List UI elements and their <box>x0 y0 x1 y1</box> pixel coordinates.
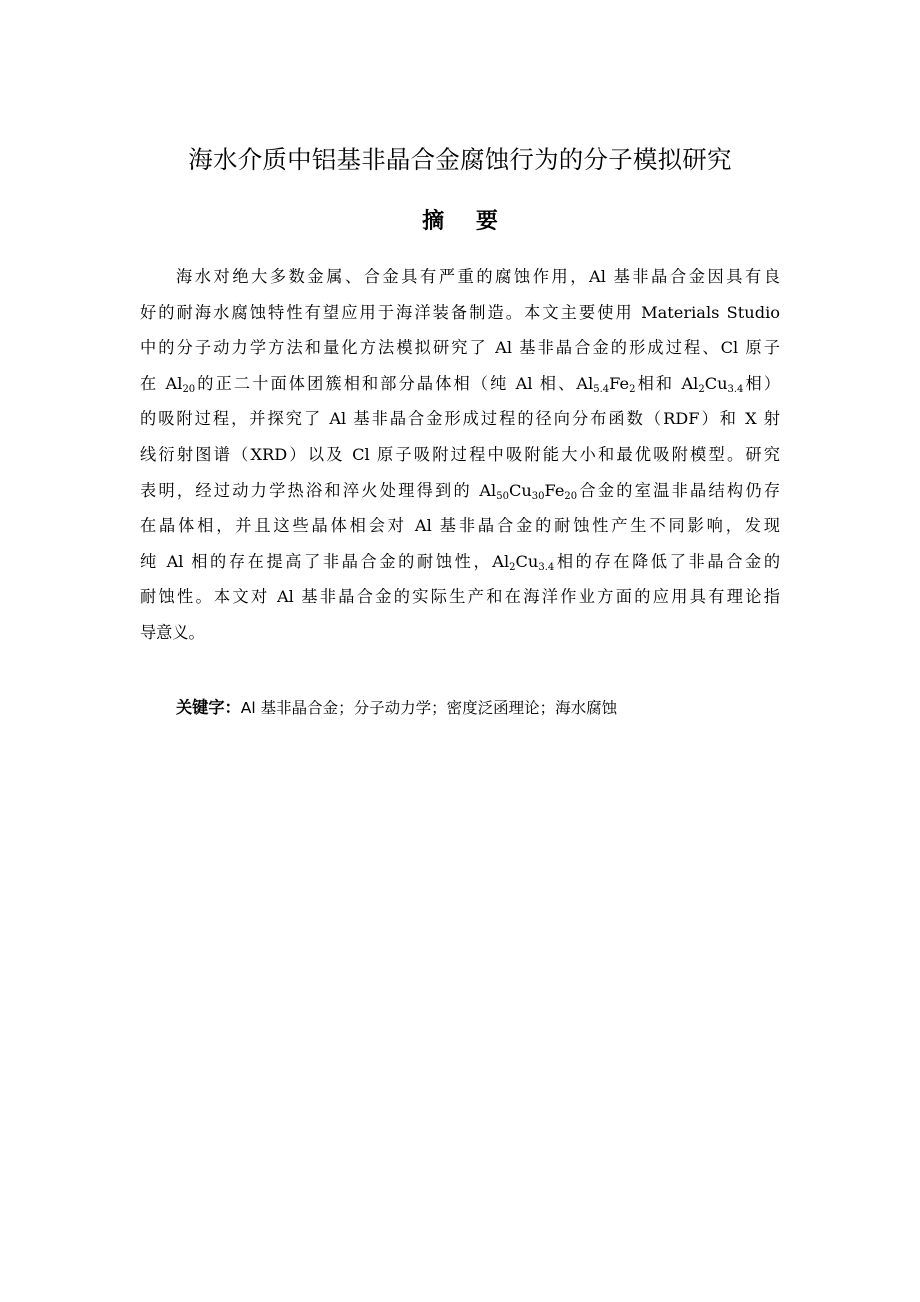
abstract-line: 海水对绝大多数金属、合金具有严重的腐蚀作用，Al 基非晶合金因具有良 <box>176 267 780 286</box>
keywords-label: 关键字： <box>176 698 241 717</box>
abstract-line: 表明，经过动力学热浴和淬火处理得到的 $Al_{50}Cu_{30}Fe_{20}$合金的室温非晶结构仍存 <box>140 480 781 502</box>
abstract-line: 在晶体相，并且这些晶体相会对 Al 基非晶合金的耐蚀性产生不同影响，发现 <box>140 516 780 536</box>
abstract-line: 中的分子动力学方法和量化方法模拟研究了 Al 基非晶合金的形成过程、Cl 原子 <box>140 338 780 358</box>
abstract-line: 的吸附过程，并探究了 Al 基非晶合金形成过程的径向分布函数（RDF）和 X 射 <box>140 409 780 429</box>
keywords-text: Al 基非晶合金；分子动力学；密度泛函理论；海水腐蚀 <box>240 699 618 717</box>
abstract-line: 好的耐海水腐蚀特性有望应用于海洋装备制造。本文主要使用 Materials Studio <box>140 302 780 322</box>
abstract-heading: 摘 要 <box>422 209 510 234</box>
abstract-body <box>140 259 780 651</box>
abstract-line: 耐蚀性。本文对 Al 基非晶合金的实际生产和在海洋作业方面的应用具有理论指 <box>140 587 780 607</box>
keywords-row <box>176 690 617 727</box>
abstract-line: 在 $Al_{20}$的正二十面体团簇相和部分晶体相（纯 Al 相、$Al_{5.4}Fe_2$相和 $Al_2Cu_{3.4}$相） <box>140 373 781 395</box>
abstract-line: 线衍射图谱（XRD）以及 Cl 原子吸附过程中吸附能大小和最优吸附模型。研究 <box>140 444 780 464</box>
document-title: 海水介质中铝基非晶合金腐蚀行为的分子模拟研究 <box>188 145 732 174</box>
abstract-line: 纯 Al 相的存在提高了非晶合金的耐蚀性，$Al_2Cu_{3.4}$相的存在降低了非晶合金的 <box>140 551 781 573</box>
abstract-line: 导意义。 <box>140 622 205 642</box>
